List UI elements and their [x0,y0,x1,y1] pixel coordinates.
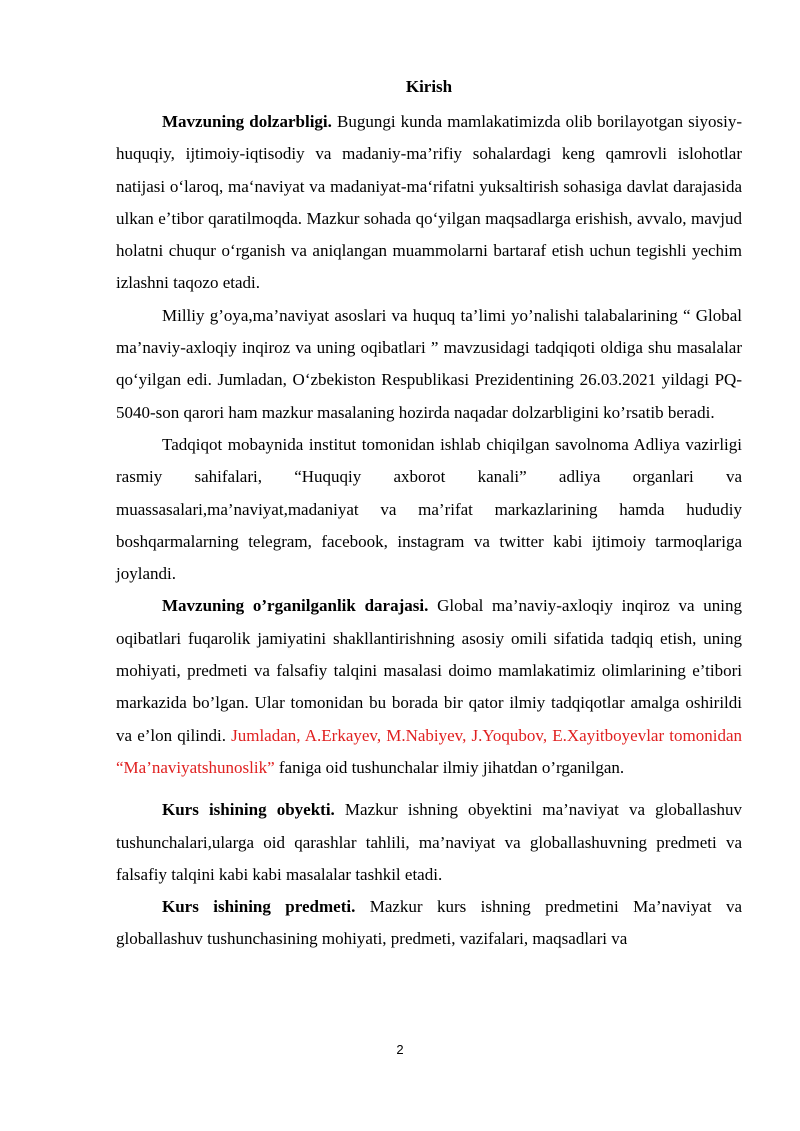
page-number: 2 [396,1042,404,1057]
paragraph-lead: Mavzuning o’rganilganlik darajasi. [162,596,429,616]
paragraph-lead: Mavzuning dolzarbligi. [162,112,332,131]
paragraph-object [116,794,742,891]
paragraph-research-task: Milliy g’oya,ma’naviyat asoslari va huquq ta’limi yo’nalishi talabalarining “ Global ma’naviy-axloqiy inqiroz va uning oqibatlari ” mavzusidagi tadqiqoti oldiga shu masalalar qoʻyilgan edi. Jumladan, Oʻzbekiston Respublikasi Prezidentining 26.03.2021 yildagi PQ-5040-son qarori ham mazkur masalaning hozirda naqadar dolzarbligini ko’rsatib beradi. [116,305,742,422]
paragraph-text: Bugungi kunda mamlakatimizda olib borilayotgan siyosiy-huquqiy, ijtimoiy-iqtisodiy va madaniy-ma’rifiy sohalardagi keng qamrovli islohotlar natijasi oʻlaroq, maʻnaviyat va madaniyat-maʻrifatni yuksaltirish sohasiga davlat darajasida ulkan eʼtibor qaratilmoqda. Mazkur sohada qoʻyilgan maqsadlarga erishish, avvalo, mavjud holatni chuqur oʻrganish va aniqlangan muammolarni bartaraf etish uchun tegishli yechim izlashni taqozo etadi. [116,112,742,293]
paragraph-survey: Tadqiqot mobaynida institut tomonidan ishlab chiqilgan savolnoma Adliya vazirligi rasmiy sahifalari, “Huquqiy axborot kanali” adliya organlari va muassasalari,ma’naviyat,madaniyat va ma’rifat markazlarining hamda hududiy boshqarmalarning telegram, facebook, instagram va twitter kabi ijtimoiy tarmoqlariga joylandi. [116,434,742,584]
highlighted-text: Jumladan, A.Erkayev, M.Nabiyev, J.Yoqubov, E.Xayitboyevlar tomonidan “Ma’naviyatshunoslik” [116,725,743,777]
paragraph-lead: Kurs ishining obyekti. [162,800,335,820]
paragraph-text: Global ma’naviy-axloqiy inqiroz va uning oqibatlari fuqarolik jamiyatini shakllantirishning asosiy omili sifatida tadqiq etish, uning mohiyati, predmeti va falsafiy talqini masalasi doimo mamlakatimiz olimlarining e’tibori markazida bo’lgan. Ular tomonidan bu borada bir qator ilmiy tadqiqotlar amalga oshirildi va e’lon qilindi. [116,596,743,745]
paragraph-text: Mazkur ishning obyektini ma’naviyat va globallashuv tushunchalari,ularga oid qarashlar tahlili, ma’naviyat va globallashuvning predmeti va falsafiy talqini kabi kabi masalalar tashkil etadi. [116,800,742,884]
paragraph-text: Mazkur kurs ishning predmetini Ma’naviyat va globallashuv tushunchasining mohiyati, predmeti, vazifalari, maqsadlari va [116,897,742,949]
section-title: Kirish [405,77,453,96]
paragraph-relevance [116,106,742,300]
paragraph-study-level [116,590,742,784]
paragraph-subject [116,891,742,956]
paragraph-text-tail: faniga oid tushunchalar ilmiy jihatdan o’rganilgan. [274,757,625,777]
paragraph-lead: Kurs ishining predmeti. [162,897,356,917]
